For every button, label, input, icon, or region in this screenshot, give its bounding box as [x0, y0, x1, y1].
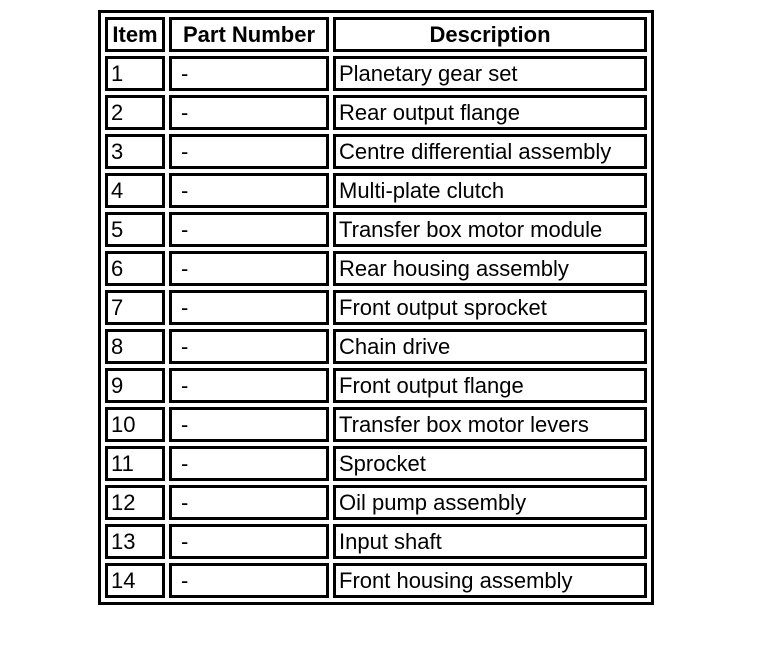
item-cell: 12	[105, 485, 165, 520]
item-cell: 11	[105, 446, 165, 481]
part-number-cell: -	[169, 56, 329, 91]
table-row	[105, 95, 647, 130]
table-row	[105, 134, 647, 169]
description-cell: Planetary gear set	[333, 56, 647, 91]
table-row	[105, 290, 647, 325]
table-row	[105, 563, 647, 598]
table-row	[105, 407, 647, 442]
description-cell: Transfer box motor levers	[333, 407, 647, 442]
part-number-cell: -	[169, 212, 329, 247]
description-cell: Transfer box motor module	[333, 212, 647, 247]
header-part-number: Part Number	[169, 17, 329, 52]
part-number-cell: -	[169, 407, 329, 442]
part-number-cell: -	[169, 290, 329, 325]
item-cell: 2	[105, 95, 165, 130]
item-cell: 14	[105, 563, 165, 598]
description-cell: Input shaft	[333, 524, 647, 559]
table-row	[105, 446, 647, 481]
table-body	[105, 56, 647, 598]
item-cell: 13	[105, 524, 165, 559]
description-cell: Centre differential assembly	[333, 134, 647, 169]
description-cell: Multi-plate clutch	[333, 173, 647, 208]
description-cell: Chain drive	[333, 329, 647, 364]
item-cell: 6	[105, 251, 165, 286]
item-cell: 3	[105, 134, 165, 169]
table-row	[105, 485, 647, 520]
header-item: Item	[105, 17, 165, 52]
item-cell: 8	[105, 329, 165, 364]
item-cell: 7	[105, 290, 165, 325]
description-cell: Oil pump assembly	[333, 485, 647, 520]
part-number-cell: -	[169, 251, 329, 286]
parts-table	[98, 10, 654, 605]
description-cell: Rear output flange	[333, 95, 647, 130]
table-row	[105, 212, 647, 247]
part-number-cell: -	[169, 485, 329, 520]
item-cell: 5	[105, 212, 165, 247]
table-header-row	[105, 17, 647, 52]
part-number-cell: -	[169, 329, 329, 364]
item-cell: 9	[105, 368, 165, 403]
table-row	[105, 524, 647, 559]
table-row	[105, 56, 647, 91]
description-cell: Sprocket	[333, 446, 647, 481]
table-row	[105, 173, 647, 208]
part-number-cell: -	[169, 563, 329, 598]
description-cell: Front output sprocket	[333, 290, 647, 325]
table-row	[105, 251, 647, 286]
description-cell: Front output flange	[333, 368, 647, 403]
description-cell: Rear housing assembly	[333, 251, 647, 286]
description-cell: Front housing assembly	[333, 563, 647, 598]
part-number-cell: -	[169, 524, 329, 559]
item-cell: 10	[105, 407, 165, 442]
part-number-cell: -	[169, 173, 329, 208]
part-number-cell: -	[169, 134, 329, 169]
header-description: Description	[333, 17, 647, 52]
table-row	[105, 368, 647, 403]
item-cell: 1	[105, 56, 165, 91]
item-cell: 4	[105, 173, 165, 208]
part-number-cell: -	[169, 446, 329, 481]
part-number-cell: -	[169, 95, 329, 130]
table-row	[105, 329, 647, 364]
part-number-cell: -	[169, 368, 329, 403]
